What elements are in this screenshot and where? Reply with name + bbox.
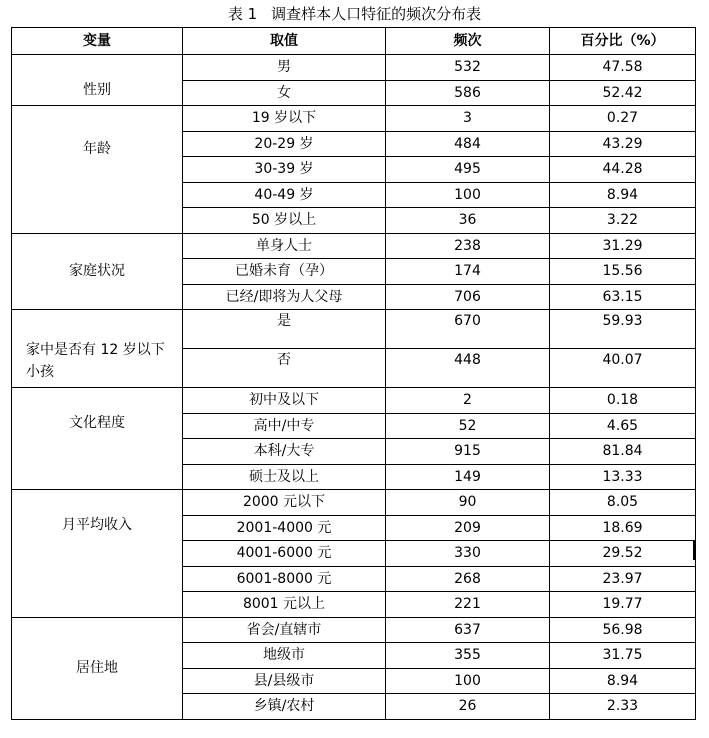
frequency-cell: 36: [386, 208, 550, 234]
percent-cell: 63.15: [550, 284, 696, 310]
percent-cell: 31.75: [550, 643, 696, 669]
percent-cell: 0.27: [550, 106, 696, 132]
value-cell: 已经/即将为人父母: [183, 284, 386, 310]
frequency-cell: 221: [386, 592, 550, 618]
frequency-cell: 330: [386, 541, 550, 567]
percent-cell: 81.84: [550, 439, 696, 465]
header-row: [12, 28, 696, 55]
value-cell: 省会/直辖市: [183, 617, 386, 643]
table-row: [12, 310, 696, 349]
value-cell: 19 岁以下: [183, 106, 386, 132]
header-frequency: 频次: [386, 28, 550, 55]
value-cell: 20-29 岁: [183, 131, 386, 157]
value-cell: 8001 元以上: [183, 592, 386, 618]
percent-cell: 8.94: [550, 182, 696, 208]
table-row: [12, 388, 696, 414]
value-cell: 男: [183, 55, 386, 81]
percent-cell: 19.77: [550, 592, 696, 618]
percent-cell: 29.52: [550, 541, 696, 567]
percent-cell: 47.58: [550, 55, 696, 81]
frequency-cell: 586: [386, 80, 550, 106]
frequency-cell: 268: [386, 566, 550, 592]
value-cell: 50 岁以上: [183, 208, 386, 234]
frequency-cell: 52: [386, 413, 550, 439]
value-cell: 40-49 岁: [183, 182, 386, 208]
percent-cell: 8.94: [550, 668, 696, 694]
table-row: [12, 233, 696, 259]
frequency-cell: 670: [386, 310, 550, 349]
percent-cell: 56.98: [550, 617, 696, 643]
value-cell: 高中/中专: [183, 413, 386, 439]
table-number: 表 1: [227, 5, 258, 23]
group-label-family: 家庭状况: [12, 233, 183, 310]
frequency-cell: 532: [386, 55, 550, 81]
percent-cell: 44.28: [550, 157, 696, 183]
value-cell: 6001-8000 元: [183, 566, 386, 592]
frequency-cell: 209: [386, 515, 550, 541]
table-row: [12, 106, 696, 132]
frequency-cell: 706: [386, 284, 550, 310]
frequency-cell: 484: [386, 131, 550, 157]
frequency-cell: 174: [386, 259, 550, 285]
percent-cell: 40.07: [550, 349, 696, 388]
value-cell: 地级市: [183, 643, 386, 669]
percent-cell: 43.29: [550, 131, 696, 157]
group-label-income: 月平均收入: [12, 490, 183, 618]
value-cell: 2000 元以下: [183, 490, 386, 516]
percent-cell: 2.33: [550, 694, 696, 720]
frequency-cell: 355: [386, 643, 550, 669]
frequency-cell: 26: [386, 694, 550, 720]
frequency-cell: 100: [386, 182, 550, 208]
percent-cell: 4.65: [550, 413, 696, 439]
percent-cell: 0.18: [550, 388, 696, 414]
value-cell: 30-39 岁: [183, 157, 386, 183]
percent-cell: 59.93: [550, 310, 696, 349]
frequency-table: [11, 27, 696, 720]
group-label-residence: 居住地: [12, 617, 183, 719]
group-label-children: 家中是否有 12 岁以下小孩: [12, 310, 183, 388]
frequency-cell: 915: [386, 439, 550, 465]
frequency-cell: 238: [386, 233, 550, 259]
value-cell: 硕士及以上: [183, 464, 386, 490]
table-row: [12, 490, 696, 516]
value-cell: 县/县级市: [183, 668, 386, 694]
value-cell: 是: [183, 310, 386, 349]
frequency-cell: 637: [386, 617, 550, 643]
table-row: [12, 55, 696, 81]
frequency-cell: 149: [386, 464, 550, 490]
frequency-cell: 3: [386, 106, 550, 132]
group-label-age: 年龄: [12, 106, 183, 234]
percent-cell: 8.05: [550, 490, 696, 516]
percent-cell: 52.42: [550, 80, 696, 106]
percent-cell: 15.56: [550, 259, 696, 285]
header-value: 取值: [183, 28, 386, 55]
frequency-cell: 100: [386, 668, 550, 694]
percent-cell: 3.22: [550, 208, 696, 234]
frequency-cell: 2: [386, 388, 550, 414]
text-cursor-mark: [693, 540, 696, 560]
frequency-cell: 90: [386, 490, 550, 516]
value-cell: 2001-4000 元: [183, 515, 386, 541]
group-label-gender: 性别: [12, 55, 183, 106]
frequency-cell: 448: [386, 349, 550, 388]
percent-cell: 18.69: [550, 515, 696, 541]
percent-cell: 31.29: [550, 233, 696, 259]
table-row: [12, 617, 696, 643]
value-cell: 4001-6000 元: [183, 541, 386, 567]
frequency-cell: 495: [386, 157, 550, 183]
value-cell: 本科/大专: [183, 439, 386, 465]
percent-cell: 23.97: [550, 566, 696, 592]
group-label-education: 文化程度: [12, 388, 183, 490]
value-cell: 女: [183, 80, 386, 106]
value-cell: 乡镇/农村: [183, 694, 386, 720]
header-percent: 百分比（%）: [550, 28, 696, 55]
value-cell: 已婚未育（孕）: [183, 259, 386, 285]
percent-cell: 13.33: [550, 464, 696, 490]
table-caption: [0, 4, 709, 24]
value-cell: 初中及以下: [183, 388, 386, 414]
value-cell: 单身人士: [183, 233, 386, 259]
header-variable: 变量: [12, 28, 183, 55]
table-title: 调查样本人口特征的频次分布表: [271, 5, 482, 23]
value-cell: 否: [183, 349, 386, 388]
